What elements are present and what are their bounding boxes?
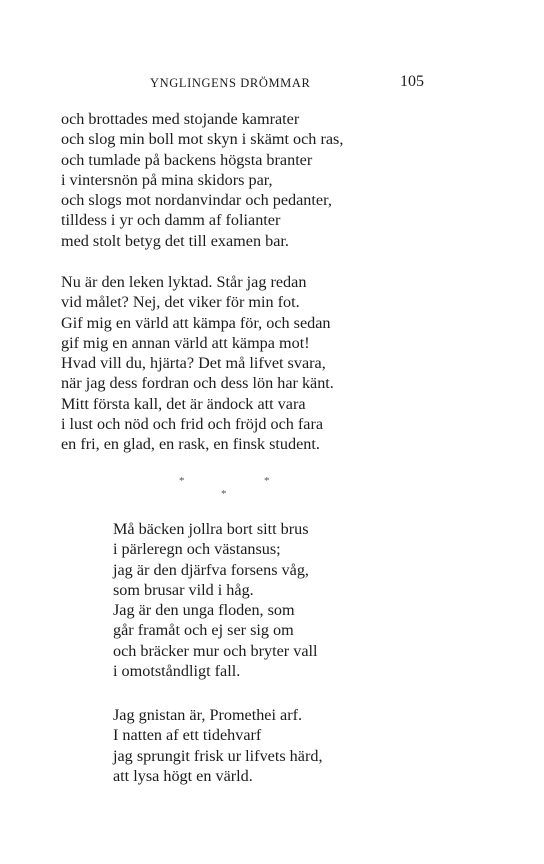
page-header xyxy=(0,73,544,96)
verse-line: med stolt betyg det till examen bar. xyxy=(61,231,289,250)
asterisk-mark: * xyxy=(179,475,185,487)
stanza-2 xyxy=(61,272,334,455)
running-title: YNGLINGENS DRÖMMAR xyxy=(150,76,311,90)
stanza-1 xyxy=(61,109,343,251)
verse-line: Gif mig en värld att kämpa för, och sedan xyxy=(61,313,331,332)
verse-line: och slogs mot nordanvindar och pedanter, xyxy=(61,191,332,210)
verse-line: jag sprungit frisk ur lifvets härd, xyxy=(113,746,323,765)
verse-line: Nu är den leken lyktad. Står jag redan xyxy=(61,273,307,291)
verse-line: vid målet? Nej, det viker för min fot. xyxy=(61,293,300,312)
verse-line: tilldess i yr och damm af folianter xyxy=(61,211,281,230)
verse-line: en fri, en glad, en rask, en finsk student. xyxy=(61,435,320,454)
page-number: 105 xyxy=(400,73,424,90)
verse-line: i omotståndligt fall. xyxy=(113,662,241,681)
stanza-4 xyxy=(113,705,323,786)
verse-line: går framåt och ej ser sig om xyxy=(113,621,294,640)
verse-line: när jag dess fordran och dess lön har känt. xyxy=(61,374,334,393)
verse-line: i pärleregn och västansus; xyxy=(113,540,281,559)
verse-line: gif mig en annan värld att kämpa mot! xyxy=(61,333,310,352)
verse-line: i vintersnön på mina skidors par, xyxy=(61,170,273,189)
verse-line: och slog min boll mot skyn i skämt och ras, xyxy=(61,130,344,149)
verse-line: Mitt första kall, det är ändock att vara xyxy=(61,394,306,413)
verse-line: att lysa högt en värld. xyxy=(113,766,253,785)
verse-line: och tumlade på backens högsta branter xyxy=(61,150,313,169)
verse-line: jag är den djärfva forsens våg, xyxy=(113,560,309,579)
asterisk-mark: * xyxy=(264,475,270,487)
verse-line: i lust och nöd och frid och fröjd och fara xyxy=(61,415,324,434)
asterisk-mark: * xyxy=(221,488,227,500)
verse-line: Jag gnistan är, Promethei arf. xyxy=(113,706,303,724)
verse-line: Hvad vill du, hjärta? Det må lifvet svara, xyxy=(61,354,326,373)
verse-line: som brusar vild i håg. xyxy=(113,580,254,599)
verse-line: I natten af ett tidehvarf xyxy=(113,726,262,745)
verse-line: Må bäcken jollra bort sitt brus xyxy=(113,520,309,538)
verse-line: Jag är den unga floden, som xyxy=(113,601,295,620)
stanza-3 xyxy=(113,519,318,681)
verse-line: och brottades med stojande kamrater xyxy=(61,110,300,128)
verse-line: och bräcker mur och bryter vall xyxy=(113,641,318,660)
